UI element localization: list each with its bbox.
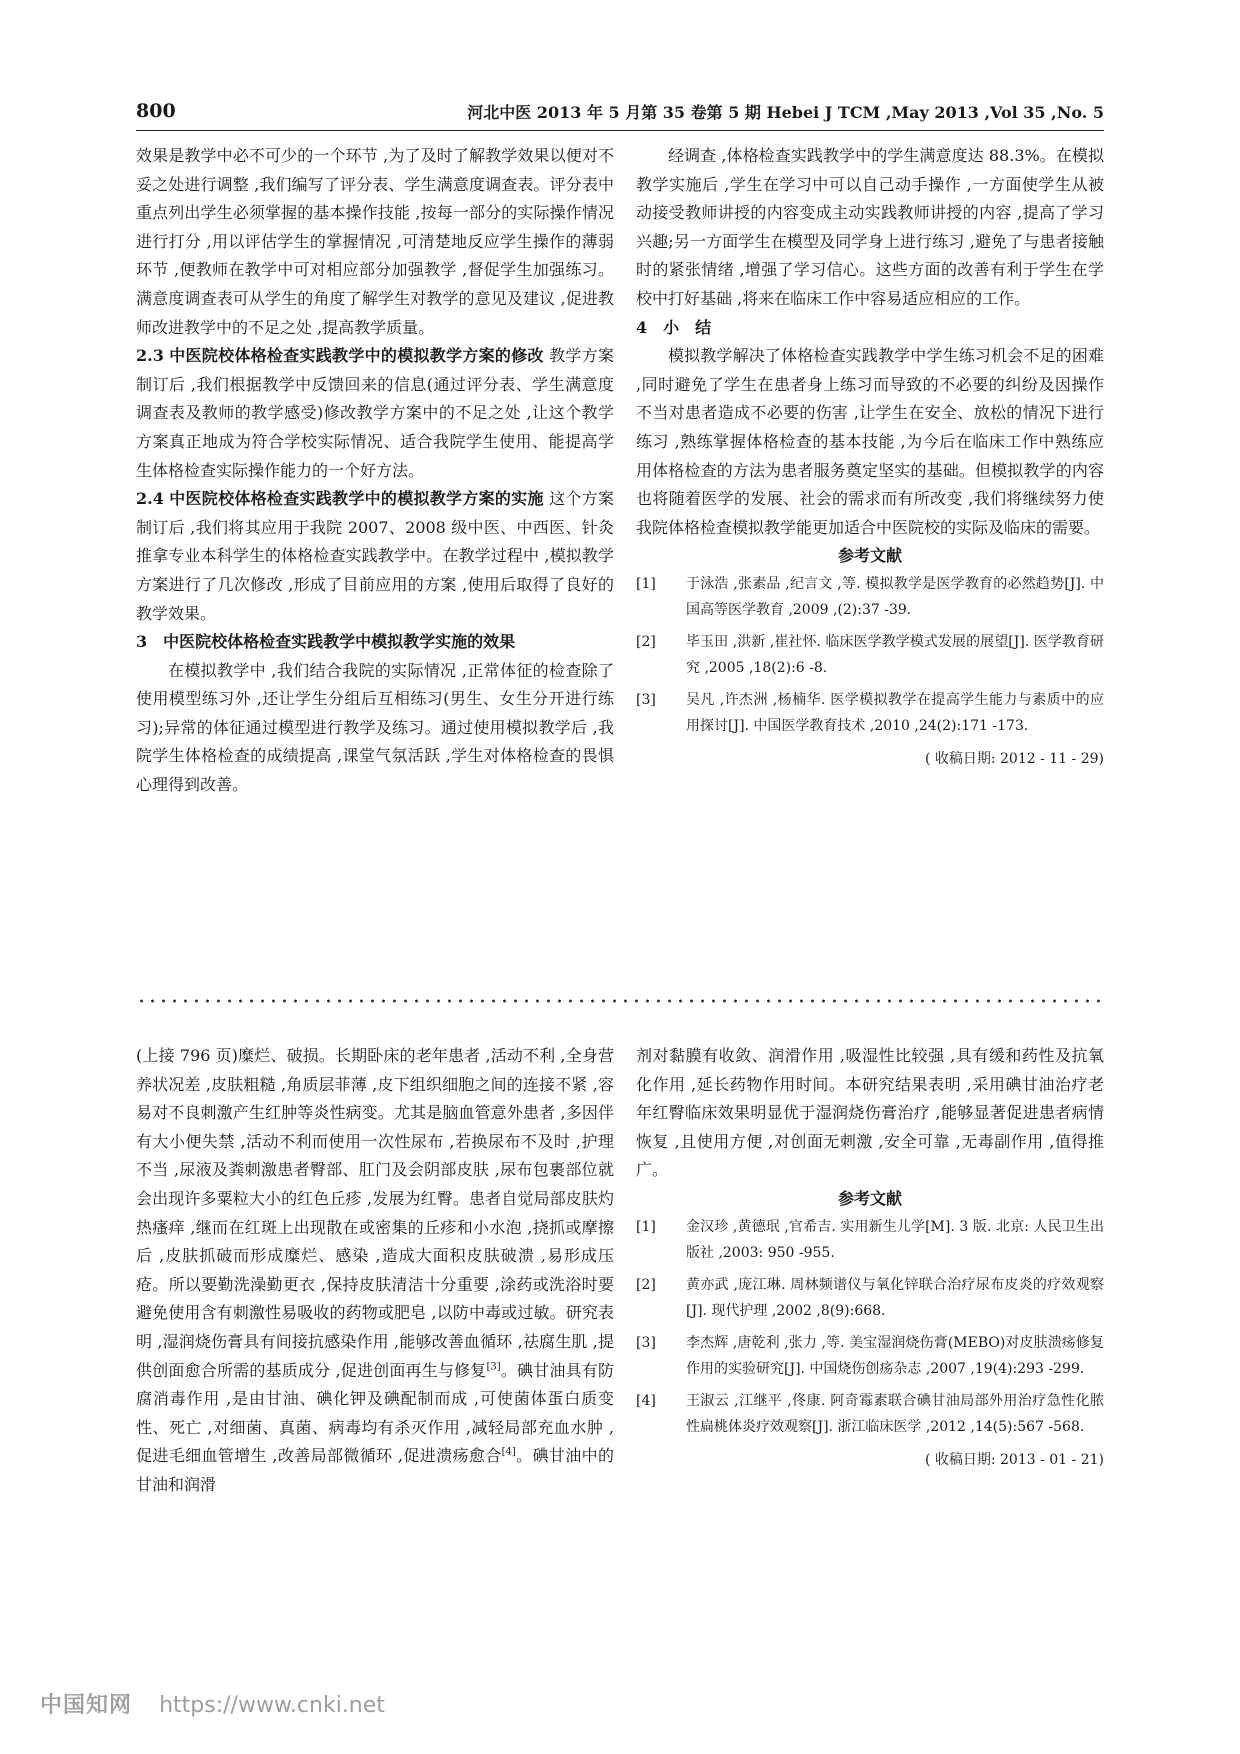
page-header <box>136 100 1104 130</box>
section-number: 2.3 <box>136 346 164 366</box>
section-2-3 <box>136 342 614 485</box>
paragraph: 在模拟教学中 ,我们结合我院的实际情况 ,正常体征的检查除了使用模型练习外 ,还让学生分组后互相练习(男生、女生分开进行练习);异常的体征通过模型进行教学及练习。通过使用模拟教学后 ,我院学生体格检查的成绩提高 ,课堂气氛活跃 ,学生对体格检查的畏惧心理得到改善。 <box>136 660 614 795</box>
references-title: 参考文献 <box>837 546 902 566</box>
page-number: 800 <box>136 100 176 122</box>
text-span: 。碘甘油中的甘油和润滑 <box>136 1446 614 1494</box>
reference-number: [3] <box>636 1334 656 1351</box>
reference-number: [2] <box>636 1276 656 1293</box>
citation-sup: [4] <box>501 1446 516 1458</box>
reference-text: 金汉珍 ,黄德珉 ,官希吉. 实用新生儿学[M]. 3 版. 北京: 人民卫生出版社 ,2003: 950 -955. <box>686 1218 1104 1261</box>
section-4-heading: 4 小 结 <box>636 317 712 337</box>
reference-item <box>636 1330 1104 1382</box>
reference-text: 黄亦武 ,庞江琳. 周林频谱仪与氧化锌联合治疗尿布皮炎的疗效观察[J]. 现代护理 ,2002 ,8(9):668. <box>686 1276 1104 1319</box>
text-span: (上接 796 页)糜烂、破损。长期卧床的老年患者 ,活动不利 ,全身营养状况差 ,皮肤粗糙 ,角质层菲薄 ,皮下组织细胞之间的连接不紧 ,容易对不良刺激产生红肿等炎性病变。尤其是脑血管意外患者 ,多因伴有大小便失禁 ,活动不利而使用一次性尿布 ,若换尿布不及时 ,护理不当 ,尿液及粪刺激患者臀部、肛门及会阴部皮肤 ,尿布包裹部位就会出现许多粟粒大小的红色丘疹 ,发展为红臀。患者自觉局部皮肤灼热瘙痒 ,继而在红斑上出现散在或密集的丘疹和小水泡 ,挠抓或摩擦后 ,皮肤抓破而形成糜烂、感染 ,造成大面积皮肤破溃 ,易形成压疮。所以要勤洗澡勤更衣 ,保持皮肤清洁十分重要 ,涂药或洗浴时要避免使用含有刺激性易吸收的药物或肥皂 ,以防中毒或过敏。研究表明 ,湿润烧伤膏具有间接抗感染作用 ,能够改善血循环 ,祛腐生肌 ,提供创面愈合所需的基质成分 ,促进创面再生与修复 <box>136 1046 614 1380</box>
paragraph <box>136 1042 614 1500</box>
header-rule <box>136 130 1104 131</box>
reference-number: [2] <box>636 633 656 650</box>
cnki-url: https://www.cnki.net <box>159 1693 385 1718</box>
section-2-4 <box>136 485 614 628</box>
paragraph: 模拟教学解决了体格检查实践教学中学生练习机会不足的困难 ,同时避免了学生在患者身上练习而导致的不必要的纠纷及因操作不当对患者造成不必要的伤害 ,让学生在安全、放松的情况下进行练习 ,熟练掌握体格检查的基本技能 ,为今后在临床工作中熟练应用体格检查的方法为患者服务奠定坚实的基础。但模拟教学的内容也将随着医学的发展、社会的需求而有所改变 ,我们将继续努力使我院体格检查模拟教学能更加适合中医院校的实际及临床的需要。 <box>636 346 1104 537</box>
paragraph: 剂对黏膜有收敛、润滑作用 ,吸湿性比较强 ,具有缓和药性及抗氧化作用 ,延长药物作用时间。本研究结果表明 ,采用碘甘油治疗老年红臀临床效果明显优于湿润烧伤膏治疗 ,能够显著促进患者病情恢复 ,且使用方便 ,对创面无刺激 ,安全可靠 ,无毒副作用 ,值得推广。 <box>636 1046 1104 1180</box>
article-divider <box>136 998 1104 1004</box>
reference-item <box>636 687 1104 739</box>
reference-text: 李杰辉 ,唐乾利 ,张力 ,等. 美宝湿润烧伤膏(MEBO)对皮肤溃疡修复作用的实验研究[J]. 中国烧伤创疡杂志 ,2007 ,19(4):293 -299. <box>686 1334 1104 1377</box>
cnki-logo: 中国知网 <box>40 1693 133 1718</box>
reference-number: [1] <box>636 1218 656 1235</box>
reference-text: 于泳浩 ,张素品 ,纪言文 ,等. 模拟教学是医学教育的必然趋势[J]. 中国高等医学教育 ,2009 ,(2):37 -39. <box>686 575 1104 618</box>
reference-number: [4] <box>636 1392 656 1409</box>
paragraph: 效果是教学中必不可少的一个环节 ,为了及时了解教学效果以便对不妥之处进行调整 ,我们编写了评分表、学生满意度调查表。评分表中重点列出学生必须掌握的基本操作技能 ,按每一部分的实际操作情况进行打分 ,用以评估学生的掌握情况 ,可清楚地反应学生操作的薄弱环节 ,便教师在教学中可对相应部分加强教学 ,督促学生加强练习。满意度调查表可从学生的角度了解学生对教学的意见及建议 ,促进教师改进教学中的不足之处 ,提高教学质量。 <box>136 146 614 337</box>
top-right-column <box>636 142 1104 774</box>
section-title: 中医院校体格检查实践教学中的模拟教学方案的实施 <box>169 489 544 509</box>
top-left-column <box>136 142 614 800</box>
paragraph: 经调查 ,体格检查实践教学中的学生满意度达 88.3%。在模拟教学实施后 ,学生在学习中可以自己动手操作 ,一方面使学生从被动接受教师讲授的内容变成主动实践教师讲授的内容 ,提高了学习兴趣;另一方面学生在模型及同学身上进行练习 ,避免了与患者接触时的紧张情绪 ,增强了学习信心。这些方面的改善有利于学生在学校中打好基础 ,将来在临床工作中容易适应相应的工作。 <box>636 146 1104 308</box>
section-body: 这个方案制订后 ,我们将其应用于我院 2007、2008 级中医、中西医、针灸推拿专业本科学生的体格检查实践教学中。在教学过程中 ,模拟教学方案进行了几次修改 ,形成了目前应用的方案 ,使用后取得了良好的教学效果。 <box>136 489 614 623</box>
reference-item <box>636 1214 1104 1266</box>
bottom-left-column <box>136 1042 614 1500</box>
watermark-footer <box>40 1688 385 1728</box>
reference-item <box>636 629 1104 681</box>
reference-number: [3] <box>636 691 656 708</box>
reference-text: 吴凡 ,许杰洲 ,杨楠华. 医学模拟教学在提高学生能力与素质中的应用探讨[J]. 中国医学教育技术 ,2010 ,24(2):171 -173. <box>686 691 1104 734</box>
journal-info: 河北中医 2013 年 5 月第 35 卷第 5 期 Hebei J TCM ,May 2013 ,Vol 35 ,No. 5 <box>467 103 1104 122</box>
reference-text: 王淑云 ,江继平 ,佟康. 阿奇霉素联合碘甘油局部外用治疗急性化脓性扁桃体炎疗效观察[J]. 浙江临床医学 ,2012 ,14(5):567 -568. <box>686 1392 1104 1435</box>
section-title: 中医院校体格检查实践教学中的模拟教学方案的修改 <box>169 346 544 366</box>
reference-text: 毕玉田 ,洪新 ,崔社怀. 临床医学教学模式发展的展望[J]. 医学教育研究 ,2005 ,18(2):6 -8. <box>686 633 1104 676</box>
reference-item <box>636 1388 1104 1440</box>
bottom-right-column <box>636 1042 1104 1474</box>
citation-sup: [3] <box>486 1361 501 1373</box>
received-date: ( 收稿日期: 2012 - 11 - 29) <box>924 750 1104 767</box>
text-span: 。碘甘油具有防腐消毒作用 ,是由甘油、碘化钾及碘配制而成 ,可使菌体蛋白质变性、死亡 ,对细菌、真菌、病毒均有杀灭作用 ,减轻局部充血水肿 ,促进毛细血管增生 ,改善局部微循环 ,促进溃疡愈合 <box>136 1360 614 1466</box>
section-number: 2.4 <box>136 489 164 509</box>
references-title: 参考文献 <box>837 1188 902 1208</box>
reference-item <box>636 571 1104 623</box>
received-date: ( 收稿日期: 2013 - 01 - 21) <box>924 1451 1104 1468</box>
reference-item <box>636 1272 1104 1324</box>
section-3-heading: 3 中医院校体格检查实践教学中模拟教学实施的效果 <box>136 632 516 652</box>
reference-number: [1] <box>636 575 656 592</box>
section-body: 教学方案制订后 ,我们根据教学中反馈回来的信息(通过评分表、学生满意度调查表及教师的教学感受)修改教学方案中的不足之处 ,让这个教学方案真正地成为符合学校实际情况、适合我院学生使用、能提高学生体格检查实际操作能力的一个好方法。 <box>136 346 614 480</box>
